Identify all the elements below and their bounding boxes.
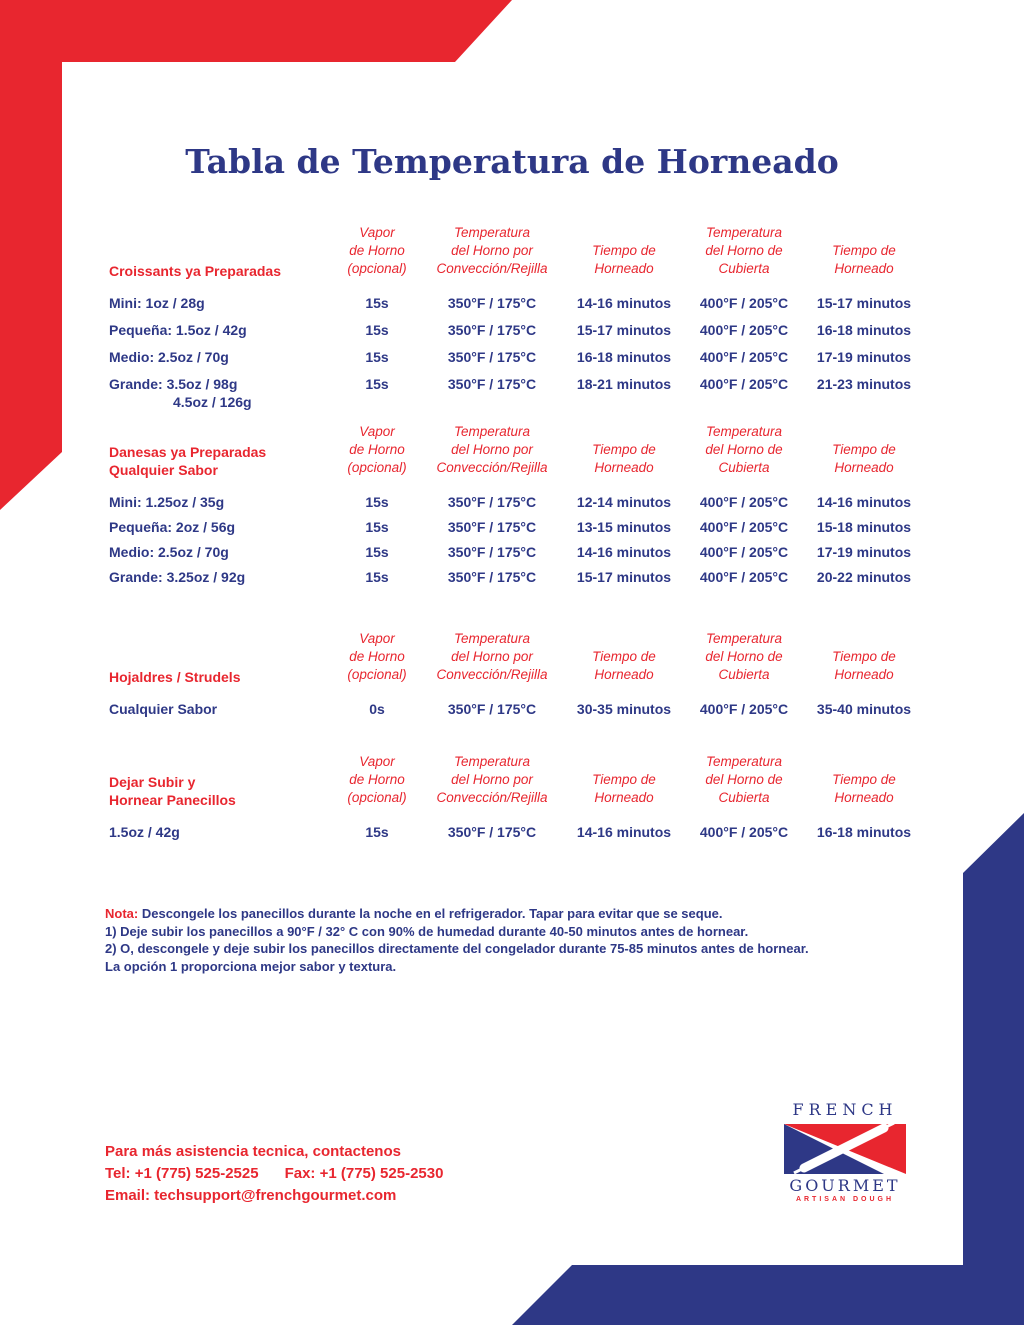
header-conv-time: Tiempo de Horneado [592,772,656,805]
header-conv-temp: Temperatura del Horno por Convección/Rejilla [436,631,548,682]
table-row [0,321,1024,339]
logo-word-gourmet: GOURMET [789,1176,901,1195]
header-conv-time: Tiempo de Horneado [592,243,656,276]
conv-temp-value: 350°F / 175°C [447,295,537,311]
deck-time-value: 21-23 minutos [816,376,912,392]
header-conv-temp: Temperatura del Horno por Convección/Rejilla [436,754,548,805]
table-row [0,375,1024,410]
deck-time-value: 17-19 minutos [816,349,912,365]
table-row [0,348,1024,366]
conv-time-value: 14-16 minutos [576,295,672,311]
header-deck-temp: Temperatura del Horno de Cubierta [705,424,783,475]
logo-tagline: ARTISAN DOUGH [795,1196,895,1203]
fax-number: Fax: +1 (775) 525-2530 [284,1165,444,1182]
conv-temp-value: 350°F / 175°C [447,569,537,585]
deck-temp-value: 400°F / 205°C [699,295,789,311]
conv-temp-value: 350°F / 175°C [447,519,537,535]
header-deck-temp: Temperatura del Horno de Cubierta [705,754,783,805]
deck-time-value: 17-19 minutos [816,544,912,560]
conv-temp-value: 350°F / 175°C [447,376,537,392]
table-row [0,823,1024,841]
row-label: Pequeña: 2oz / 56g [109,519,236,535]
deck-temp-value: 400°F / 205°C [699,701,789,717]
header-deck-time: Tiempo de Horneado [832,772,896,805]
navy-frame-corner [512,813,1024,1325]
conv-temp-value: 350°F / 175°C [447,322,537,338]
deck-temp-value: 400°F / 205°C [699,544,789,560]
row-label: Medio: 2.5oz / 70g [109,349,229,365]
steam-value: 15s [365,519,389,535]
deck-temp-value: 400°F / 205°C [699,519,789,535]
steam-value: 15s [365,376,389,392]
deck-temp-value: 400°F / 205°C [699,322,789,338]
deck-time-value: 20-22 minutos [816,569,912,585]
rolling-pin-icon [784,1124,906,1174]
conv-time-value: 13-15 minutos [576,519,672,535]
section-title: Hojaldres / Strudels [109,669,241,685]
page-title: Tabla de Temperatura de Horneado [185,142,839,181]
contact-block [105,1141,443,1207]
deck-time-value: 15-17 minutos [816,295,912,311]
header-steam: Vapor de Horno (opcional) [347,631,407,682]
conv-time-value: 30-35 minutos [576,701,672,717]
french-gourmet-logo [780,1100,910,1210]
conv-temp-value: 350°F / 175°C [447,824,537,840]
row-label: 1.5oz / 42g [109,824,180,840]
steam-value: 0s [369,701,385,717]
conv-time-value: 14-16 minutos [576,824,672,840]
header-conv-time: Tiempo de Horneado [592,442,656,475]
steam-value: 15s [365,322,389,338]
conv-time-value: 14-16 minutos [576,544,672,560]
row-label: Medio: 2.5oz / 70g [109,544,229,560]
deck-time-value: 15-18 minutos [816,519,912,535]
conv-time-value: 16-18 minutos [576,349,672,365]
conv-temp-value: 350°F / 175°C [447,349,537,365]
note-line-2: 1) Deje subir los panecillos a 90°F / 32° C con 90% de humedad durante 40-50 minutos antes de hornear. [105,923,749,939]
steam-value: 15s [365,349,389,365]
phone-number[interactable]: Tel: +1 (775) 525-2525 [105,1165,259,1182]
deck-temp-value: 400°F / 205°C [699,494,789,510]
row-label: Grande: 3.5oz / 98g [109,376,238,392]
conv-time-value: 15-17 minutos [576,569,672,585]
deck-time-value: 35-40 minutos [816,701,912,717]
note-line-4: La opción 1 proporciona mejor sabor y textura. [105,958,397,974]
table-row [0,700,1024,718]
header-steam: Vapor de Horno (opcional) [347,225,407,276]
conv-time-value: 18-21 minutos [576,376,672,392]
header-deck-time: Tiempo de Horneado [832,243,896,276]
header-steam: Vapor de Horno (opcional) [347,424,407,475]
deck-time-value: 16-18 minutos [816,824,912,840]
note-block [105,905,925,975]
table-row [0,568,1024,586]
note-line-3: 2) O, descongele y deje subir los panecillos directamente del congelador durante 75-85 minutos antes de hornear. [105,941,809,956]
row-label: Grande: 3.25oz / 92g [109,569,246,585]
steam-value: 15s [365,569,389,585]
header-conv-temp: Temperatura del Horno por Convección/Rejilla [436,225,548,276]
note-label: Nota: [105,906,139,921]
header-conv-time: Tiempo de Horneado [592,649,656,682]
logo-word-french: FRENCH [792,1100,898,1119]
deck-time-value: 14-16 minutos [816,494,912,510]
table-row [0,518,1024,536]
section-title: Dejar Subir y Hornear Panecillos [109,774,236,808]
table-row [0,493,1024,511]
contact-heading: Para más asistencia tecnica, contactenos [105,1143,401,1160]
steam-value: 15s [365,295,389,311]
header-deck-time: Tiempo de Horneado [832,442,896,475]
section-title: Danesas ya Preparadas Qualquier Sabor [109,444,267,478]
note-line-1: Nota: Descongele los panecillos durante la noche en el refrigerador. Tapar para evitar que se seque. [105,906,723,921]
conv-temp-value: 350°F / 175°C [447,544,537,560]
header-deck-time: Tiempo de Horneado [832,649,896,682]
conv-time-value: 12-14 minutos [576,494,672,510]
steam-value: 15s [365,544,389,560]
deck-temp-value: 400°F / 205°C [699,824,789,840]
section-title: Croissants ya Preparadas [109,263,281,279]
header-deck-temp: Temperatura del Horno de Cubierta [705,225,783,276]
header-deck-temp: Temperatura del Horno de Cubierta [705,631,783,682]
row-label: Mini: 1oz / 28g [109,295,205,311]
email-link[interactable]: Email: techsupport@frenchgourmet.com [105,1187,397,1204]
deck-temp-value: 400°F / 205°C [699,376,789,392]
row-label: Cualquier Sabor [109,701,218,717]
row-label: Mini: 1.25oz / 35g [109,494,225,510]
table-row [0,294,1024,312]
contact-phone-line [105,1163,443,1185]
deck-temp-value: 400°F / 205°C [699,569,789,585]
deck-time-value: 16-18 minutos [816,322,912,338]
conv-temp-value: 350°F / 175°C [447,494,537,510]
table-row [0,543,1024,561]
conv-temp-value: 350°F / 175°C [447,701,537,717]
header-conv-temp: Temperatura del Horno por Convección/Rejilla [436,424,548,475]
header-steam: Vapor de Horno (opcional) [347,754,407,805]
row-label: Pequeña: 1.5oz / 42g [109,322,247,338]
conv-time-value: 15-17 minutos [576,322,672,338]
steam-value: 15s [365,494,389,510]
row-label-secondary: 4.5oz / 126g [173,394,252,410]
deck-temp-value: 400°F / 205°C [699,349,789,365]
steam-value: 15s [365,824,389,840]
